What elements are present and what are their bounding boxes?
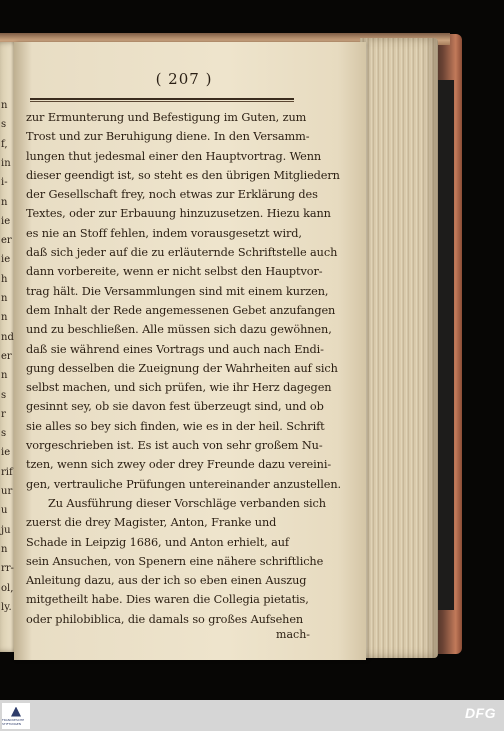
- text-line: daß sie während eines Vortrags und auch nach Endi-: [26, 342, 324, 356]
- institution-logo[interactable]: [2, 703, 30, 729]
- text-line: oder philobiblica, die damals so großes Aufsehen: [26, 612, 304, 626]
- left-page-fragment: ju: [1, 524, 11, 536]
- text-line: gesinnt sey, ob sie davon fest überzeugt sind, und ob: [26, 400, 324, 414]
- left-page-fragment: h: [1, 273, 8, 285]
- text-line: sein Ansuchen, von Spenern eine nähere schriftliche: [26, 554, 324, 568]
- left-page-fragment: rif: [1, 466, 13, 478]
- left-page-fragment: ur: [1, 486, 13, 497]
- logo-text: FRANCKESCHE STIFTUNGEN: [2, 717, 25, 726]
- left-page-fragment: i-: [1, 177, 8, 189]
- header-rule: [30, 98, 294, 100]
- left-page-fragment: n: [1, 370, 8, 382]
- text-line: daß sich jeder auf die zu erläuternde Schriftstelle auch: [26, 246, 338, 260]
- left-page-fragment: s: [1, 389, 7, 401]
- book-page: [14, 42, 366, 660]
- left-page-fragment: n: [1, 293, 8, 304]
- left-page-fragment: ol,: [1, 582, 14, 594]
- left-page-fragment: ie: [1, 215, 11, 227]
- text-line: der Gesellschaft frey, noch etwas zur Erklärung des: [26, 188, 318, 202]
- page-number: ( 207 ): [155, 70, 213, 88]
- left-page-fragment: f,: [1, 138, 8, 150]
- left-page-fragment: s: [1, 428, 7, 440]
- viewer-footer: [0, 700, 504, 731]
- text-line: Schade in Leipzig 1686, und Anton erhielt, auf: [26, 535, 290, 549]
- left-page-fragment: n: [1, 543, 8, 555]
- left-page-fragment: u: [1, 505, 8, 517]
- dfg-logo[interactable]: DFG: [464, 705, 496, 721]
- left-page-fragment: in: [1, 157, 11, 169]
- text-line: mitgetheilt habe. Dies waren die Collegia pietatis,: [26, 593, 309, 607]
- left-page-fragment: rr-: [1, 563, 14, 575]
- text-line: Zu Ausführung dieser Vorschläge verbanden sich: [48, 496, 326, 510]
- text-line: gen, vertrauliche Prüfungen untereinander anzustellen.: [26, 477, 342, 491]
- left-page-fragment: ie: [1, 447, 11, 459]
- left-page-fragment: er: [1, 350, 12, 362]
- text-line: dem Inhalt der Rede angemessenen Gebet anzufangen: [26, 303, 336, 317]
- left-page-fragment: n: [1, 196, 8, 208]
- text-line: Anleitung dazu, aus der ich so eben einen Auszug: [26, 574, 307, 588]
- text-line: vorgeschrieben ist. Es ist auch von sehr großem Nu-: [26, 439, 323, 453]
- text-line: zur Ermunterung und Befestigung im Guten, zum: [26, 111, 307, 124]
- text-line: lungen thut jedesmal einer den Hauptvortrag. Wenn: [26, 149, 322, 163]
- page-text: [26, 108, 342, 629]
- text-line: dann vorbereite, wenn er nicht selbst den Hauptvor-: [26, 265, 323, 279]
- left-page-fragment: nd: [1, 331, 14, 343]
- catchword: mach-: [276, 628, 310, 641]
- text-line: Trost und zur Beruhigung diene. In den Versamm-: [26, 130, 310, 144]
- text-line: selbst machen, und sich prüfen, wie ihr Herz dagegen: [26, 381, 332, 395]
- left-page-fragment: r: [1, 408, 6, 420]
- left-page-fragment: n: [1, 312, 8, 324]
- text-line: und zu beschließen. Alle müssen sich dazu gewöhnen,: [26, 323, 332, 337]
- header-rule-thin: [30, 101, 294, 102]
- logo-mark-icon: [11, 707, 21, 717]
- left-page-fragment: s: [1, 119, 7, 131]
- page-edges: [360, 38, 438, 658]
- text-line: gung desselben die Zueignung der Wahrheiten auf sich: [26, 361, 338, 375]
- left-page-fragment: er: [1, 235, 12, 247]
- text-line: Textes, oder zur Erbauung hinzuzusetzen. Hiezu kann: [26, 207, 331, 221]
- text-line: dieser geendigt ist, so steht es den übrigen Mitgliedern: [26, 168, 340, 182]
- text-line: es nie an Stoff fehlen, indem vorausgesetzt wird,: [26, 226, 302, 240]
- text-line: zuerst die drey Magister, Anton, Franke und: [26, 516, 277, 530]
- text-line: tzen, wenn sich zwey oder drey Freunde dazu vereini-: [26, 458, 332, 472]
- text-line: sie alles so bey sich finden, wie es in der heil. Schrift: [26, 419, 325, 433]
- left-page-fragment: ie: [1, 254, 11, 266]
- text-line: trag hält. Die Versammlungen sind mit einem kurzen,: [26, 284, 329, 298]
- left-page-fragment: n: [1, 100, 8, 111]
- left-page-fragment: ly.: [1, 601, 12, 613]
